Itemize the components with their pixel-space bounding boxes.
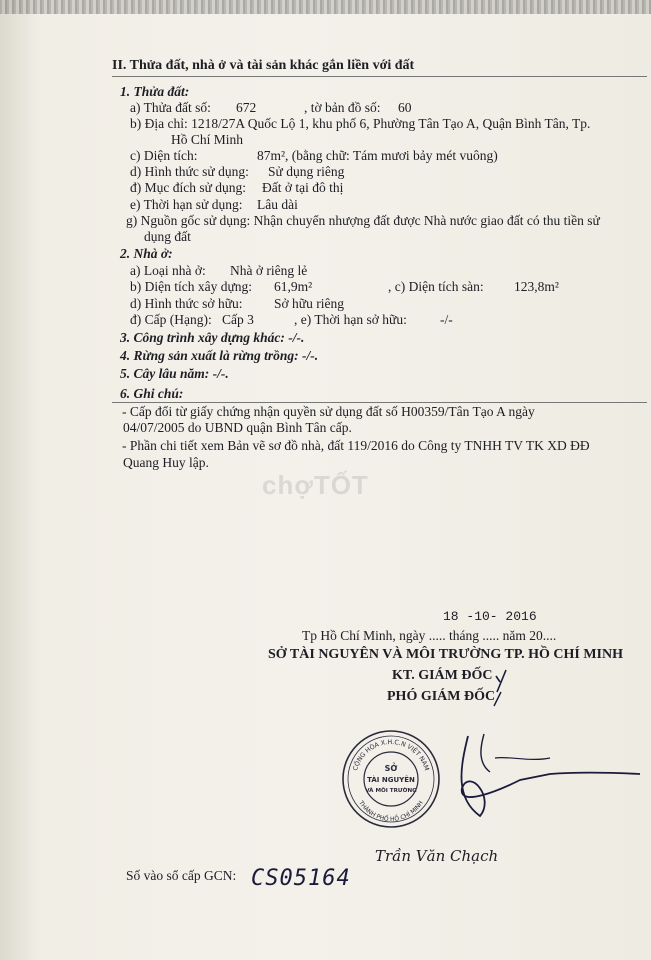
build-area-value: 61,9m² bbox=[274, 279, 313, 294]
registry-number: CS05164 bbox=[251, 866, 351, 891]
land-purpose-value: Đất ở tại đô thị bbox=[262, 180, 344, 195]
land-term-label: e) Thời hạn sử dụng: bbox=[130, 197, 243, 212]
land-origin-line1: g) Nguồn gốc sử dụng: Nhận chuyển nhượng đất được Nhà nước giao đất có thu tiền sử bbox=[126, 213, 600, 228]
note-1-line2: 04/07/2005 do UBND quận Bình Tân cấp. bbox=[123, 420, 352, 435]
divider bbox=[112, 76, 647, 77]
note-2-line2: Quang Huy lập. bbox=[123, 455, 209, 470]
date-line: Tp Hồ Chí Minh, ngày ..... tháng ..... năm 20.... bbox=[302, 628, 557, 643]
seal-top-text: CỘNG HÒA X.H.C.N VIỆT NAM bbox=[352, 738, 430, 772]
build-area-label: b) Diện tích xây dựng: bbox=[130, 279, 253, 294]
land-usage-form-label: d) Hình thức sử dụng: bbox=[130, 164, 249, 179]
seal-center-line1: SỞ bbox=[384, 764, 398, 773]
svg-text:THÀNH PHỐ HỒ CHÍ MINH bbox=[357, 799, 425, 823]
ownership-term-value: -/- bbox=[440, 312, 453, 327]
floor-area-label: , c) Diện tích sàn: bbox=[388, 279, 484, 294]
ownership-form-value: Sở hữu riêng bbox=[274, 296, 344, 311]
land-purpose-label: đ) Mục đích sử dụng: bbox=[130, 180, 247, 195]
other-construction: 3. Công trình xây dựng khác: -/-. bbox=[120, 330, 305, 345]
land-address-line2: Hồ Chí Minh bbox=[171, 132, 244, 147]
section-title: II. Thửa đất, nhà ở và tài sản khác gắn liền với đất bbox=[112, 58, 415, 73]
land-heading: 1. Thửa đất: bbox=[120, 84, 190, 99]
watermark: chợTỐT bbox=[262, 470, 369, 500]
note-1-line1: - Cấp đổi từ giấy chứng nhận quyền sử dụng đất số H00359/Tân Tạo A ngày bbox=[122, 404, 535, 419]
land-origin-line2: dụng đất bbox=[144, 229, 191, 244]
seal-center-line3: VÀ MÔI TRƯỜNG bbox=[365, 788, 417, 794]
land-address-line1: b) Địa chỉ: 1218/27A Quốc Lộ 1, khu phố 6, Phường Tân Tạo A, Quận Bình Tân, Tp. bbox=[130, 116, 591, 131]
house-type-value: Nhà ở riêng lẻ bbox=[230, 263, 308, 278]
note-2-line1: - Phần chi tiết xem Bản vẽ sơ đồ nhà, đất 119/2016 do Công ty TNHH TV TK XD ĐĐ bbox=[122, 438, 590, 453]
land-parcel-label: a) Thửa đất số: bbox=[130, 100, 211, 115]
seal-center-line2: TÀI NGUYÊN bbox=[367, 776, 415, 784]
perennial-trees: 5. Cây lâu năm: -/-. bbox=[120, 366, 229, 381]
map-sheet-label: , tờ bản đồ số: bbox=[304, 100, 381, 115]
handwritten-mark-icon bbox=[491, 690, 503, 708]
land-area-value: 87m², (bằng chữ: Tám mươi bảy mét vuông) bbox=[257, 148, 498, 163]
house-type-label: a) Loại nhà ở: bbox=[130, 263, 206, 278]
official-seal-icon bbox=[340, 728, 442, 830]
registry-label: Số vào sổ cấp GCN: bbox=[126, 868, 237, 883]
house-heading: 2. Nhà ở: bbox=[120, 246, 173, 261]
ownership-term-label: , e) Thời hạn sở hữu: bbox=[294, 312, 407, 327]
notes-heading: 6. Ghi chú: bbox=[120, 386, 184, 401]
land-usage-form-value: Sử dụng riêng bbox=[268, 164, 345, 179]
stamp-date: 18 -10- 2016 bbox=[443, 609, 537, 624]
deputy-director: PHÓ GIÁM ĐỐC bbox=[387, 689, 496, 704]
land-parcel-value: 672 bbox=[236, 100, 257, 115]
divider bbox=[112, 402, 647, 403]
ownership-form-label: d) Hình thức sở hữu: bbox=[130, 296, 243, 311]
house-grade-label: đ) Cấp (Hạng): bbox=[130, 312, 212, 327]
house-grade-value: Cấp 3 bbox=[222, 312, 254, 327]
land-term-value: Lâu dài bbox=[257, 197, 298, 212]
production-forest: 4. Rừng sản xuất là rừng trồng: -/-. bbox=[120, 348, 319, 363]
seal-bottom-text: THÀNH PHỐ HỒ CHÍ MINH bbox=[357, 799, 425, 824]
agency-name: SỞ TÀI NGUYÊN VÀ MÔI TRƯỜNG TP. HỒ CHÍ MINH bbox=[268, 647, 623, 662]
scan-edge bbox=[0, 0, 651, 14]
map-sheet-value: 60 bbox=[398, 100, 412, 115]
land-area-label: c) Diện tích: bbox=[130, 148, 198, 163]
floor-area-value: 123,8m² bbox=[514, 279, 559, 294]
kt-director: KT. GIÁM ĐỐC bbox=[392, 668, 493, 683]
signer-name: Trần Văn Chạch bbox=[375, 847, 499, 865]
